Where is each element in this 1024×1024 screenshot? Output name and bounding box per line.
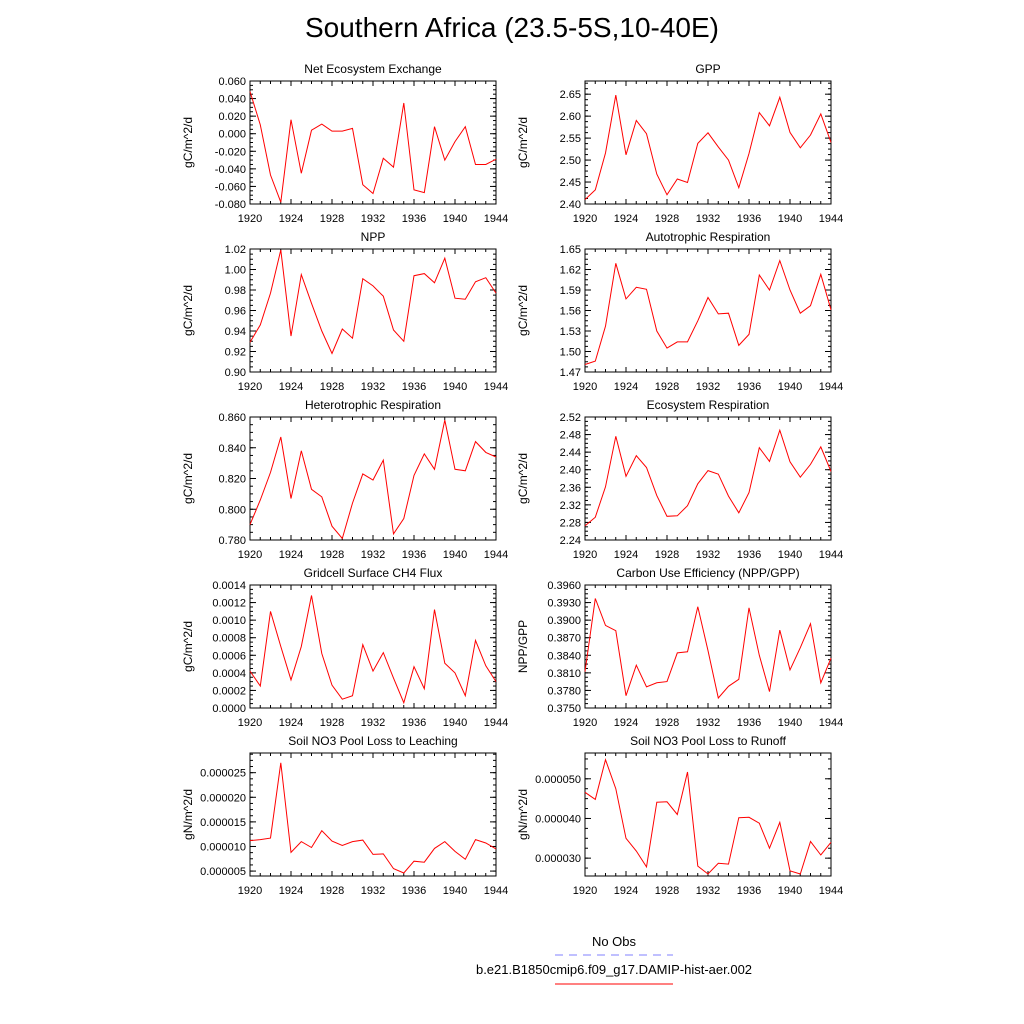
x-tick-label: 1936 <box>736 885 762 897</box>
x-tick-label: 1924 <box>613 549 639 561</box>
y-tick-label: 0.000025 <box>200 767 246 780</box>
y-tick-label: 0.780 <box>218 535 246 547</box>
x-tick-label: 1920 <box>572 549 598 561</box>
y-tick-label: 0.0014 <box>212 580 246 592</box>
y-tick-label: 0.000015 <box>200 816 246 829</box>
x-tick-label: 1944 <box>483 213 509 225</box>
y-tick-label: 2.24 <box>559 535 581 547</box>
y-tick-label: 0.94 <box>224 326 246 338</box>
x-tick-label: 1940 <box>442 381 468 393</box>
x-tick-label: 1932 <box>360 381 386 393</box>
x-tick-label: 1936 <box>401 885 427 897</box>
y-tick-label: 0.0000 <box>212 703 246 715</box>
y-tick-label: 0.000040 <box>535 813 581 826</box>
x-tick-label: 1940 <box>442 213 468 225</box>
x-tick-label: 1920 <box>572 885 598 897</box>
x-tick-label: 1920 <box>237 549 263 561</box>
x-tick-label: 1932 <box>695 885 721 897</box>
y-tick-label: 0.3810 <box>547 667 581 680</box>
x-tick-label: 1924 <box>278 213 304 225</box>
y-tick-label: 0.90 <box>224 367 246 379</box>
y-axis-label: NPP/GPP <box>516 619 530 674</box>
y-tick-label: -0.080 <box>214 199 246 211</box>
panel-title: Autotrophic Respiration <box>645 230 771 244</box>
x-tick-label: 1920 <box>237 885 263 897</box>
chart-panel <box>516 734 843 897</box>
x-tick-label: 1928 <box>654 885 680 897</box>
x-tick-label: 1940 <box>777 381 803 393</box>
x-tick-label: 1944 <box>818 717 844 729</box>
x-tick-label: 1932 <box>695 381 721 393</box>
x-tick-label: 1940 <box>777 213 803 225</box>
y-tick-label: 0.0012 <box>212 597 246 610</box>
x-tick-label: 1944 <box>818 381 844 393</box>
x-tick-label: 1936 <box>736 213 762 225</box>
x-tick-label: 1924 <box>278 717 304 729</box>
plot-frame <box>250 585 496 708</box>
x-tick-label: 1944 <box>483 381 509 393</box>
x-tick-label: 1944 <box>483 717 509 729</box>
y-axis-label: gN/m^2/d <box>516 789 530 840</box>
panel-title: Ecosystem Respiration <box>646 398 770 412</box>
x-tick-label: 1936 <box>736 717 762 729</box>
chart-panel <box>516 398 843 561</box>
y-tick-label: 0.040 <box>218 93 246 106</box>
y-tick-label: 0.3930 <box>547 597 581 610</box>
y-axis-label: gC/m^2/d <box>181 621 195 672</box>
y-tick-label: 2.50 <box>559 155 581 168</box>
y-tick-label: 1.65 <box>559 244 581 256</box>
x-tick-label: 1944 <box>483 549 509 561</box>
y-tick-label: 0.820 <box>218 473 246 486</box>
x-tick-label: 1936 <box>401 213 427 225</box>
x-tick-label: 1928 <box>319 885 345 897</box>
series-line <box>585 760 831 874</box>
y-tick-label: 2.44 <box>559 447 581 460</box>
y-tick-label: 0.0004 <box>212 667 246 680</box>
y-tick-label: 0.3870 <box>547 632 581 645</box>
x-tick-label: 1932 <box>360 717 386 729</box>
y-axis-label: gC/m^2/d <box>516 285 530 336</box>
plot-frame <box>585 81 831 204</box>
x-tick-label: 1928 <box>654 381 680 393</box>
y-tick-label: 0.3780 <box>547 685 581 698</box>
y-tick-label: 2.48 <box>559 429 581 442</box>
y-tick-label: 0.96 <box>224 305 246 318</box>
x-tick-label: 1944 <box>818 213 844 225</box>
y-axis-label: gC/m^2/d <box>181 453 195 504</box>
y-tick-label: 0.000050 <box>535 773 581 786</box>
x-tick-label: 1936 <box>401 381 427 393</box>
y-tick-label: 0.3750 <box>547 703 581 715</box>
x-tick-label: 1928 <box>654 717 680 729</box>
chart-panel <box>516 62 843 225</box>
y-tick-label: 0.3900 <box>547 615 581 628</box>
x-tick-label: 1924 <box>613 885 639 897</box>
y-tick-label: 0.000020 <box>200 792 246 805</box>
series-line <box>250 92 496 203</box>
y-tick-label: 0.000030 <box>535 853 581 866</box>
x-tick-label: 1940 <box>442 885 468 897</box>
y-tick-label: 0.000005 <box>200 866 246 879</box>
x-tick-label: 1936 <box>736 549 762 561</box>
x-tick-label: 1924 <box>278 885 304 897</box>
x-tick-label: 1932 <box>695 717 721 729</box>
y-tick-label: 0.3840 <box>547 650 581 663</box>
y-tick-label: 2.28 <box>559 517 581 530</box>
y-tick-label: 2.32 <box>559 499 581 512</box>
panel-title: Carbon Use Efficiency (NPP/GPP) <box>616 566 800 580</box>
x-tick-label: 1940 <box>442 717 468 729</box>
y-tick-label: 1.47 <box>559 367 581 379</box>
series-line <box>585 95 831 200</box>
y-tick-label: 0.98 <box>224 285 246 297</box>
x-tick-label: 1924 <box>613 381 639 393</box>
x-tick-label: 1920 <box>237 717 263 729</box>
x-tick-label: 1928 <box>654 213 680 225</box>
series-line <box>585 599 831 699</box>
x-tick-label: 1932 <box>360 549 386 561</box>
x-tick-label: 1920 <box>572 717 598 729</box>
y-tick-label: 0.0006 <box>212 650 246 663</box>
x-tick-label: 1928 <box>319 213 345 225</box>
y-tick-label: 0.000 <box>218 128 246 141</box>
chart-panel <box>181 398 508 561</box>
x-tick-label: 1940 <box>777 885 803 897</box>
y-tick-label: 1.62 <box>559 264 581 277</box>
panel-title: Soil NO3 Pool Loss to Runoff <box>630 734 786 748</box>
y-tick-label: 2.52 <box>559 412 581 424</box>
y-tick-label: 2.40 <box>559 199 581 211</box>
x-tick-label: 1928 <box>319 717 345 729</box>
chart-panel <box>181 230 508 393</box>
x-tick-label: 1928 <box>319 381 345 393</box>
series-line <box>250 250 496 354</box>
x-tick-label: 1920 <box>572 213 598 225</box>
y-tick-label: 0.800 <box>218 504 246 517</box>
series-line <box>585 261 831 365</box>
plot-frame <box>250 249 496 372</box>
chart-panel <box>181 62 508 225</box>
y-tick-label: 2.36 <box>559 482 581 495</box>
panel-title: Soil NO3 Pool Loss to Leaching <box>288 734 458 748</box>
y-tick-label: 0.860 <box>218 412 246 424</box>
y-tick-label: -0.040 <box>214 163 246 176</box>
y-tick-label: 2.65 <box>559 89 581 102</box>
x-tick-label: 1940 <box>777 549 803 561</box>
y-tick-label: 0.92 <box>224 346 246 359</box>
x-tick-label: 1928 <box>654 549 680 561</box>
plot-frame <box>585 417 831 540</box>
plot-frame <box>585 249 831 372</box>
panel-title: NPP <box>360 230 386 244</box>
x-tick-label: 1932 <box>695 549 721 561</box>
x-tick-label: 1924 <box>278 381 304 393</box>
plot-frame <box>585 585 831 708</box>
y-axis-label: gC/m^2/d <box>181 117 195 168</box>
series-line <box>250 763 496 873</box>
y-tick-label: 0.060 <box>218 76 246 88</box>
page-title: Southern Africa (23.5-5S,10-40E) <box>304 12 719 43</box>
plot-frame <box>585 753 831 876</box>
y-axis-label: gN/m^2/d <box>181 789 195 840</box>
series-line <box>250 596 496 703</box>
x-tick-label: 1944 <box>818 885 844 897</box>
chart-panel <box>181 566 508 729</box>
x-tick-label: 1936 <box>401 549 427 561</box>
x-tick-label: 1944 <box>483 885 509 897</box>
y-axis-label: gC/m^2/d <box>516 453 530 504</box>
y-tick-label: 0.0010 <box>212 615 246 628</box>
x-tick-label: 1924 <box>613 213 639 225</box>
y-tick-label: -0.060 <box>214 181 246 194</box>
y-tick-label: 0.020 <box>218 111 246 124</box>
y-tick-label: 0.0008 <box>212 632 246 645</box>
x-tick-label: 1924 <box>278 549 304 561</box>
chart-panel <box>516 566 843 729</box>
x-tick-label: 1940 <box>442 549 468 561</box>
x-tick-label: 1932 <box>695 213 721 225</box>
x-tick-label: 1920 <box>237 213 263 225</box>
y-tick-label: 1.53 <box>559 326 581 338</box>
y-tick-label: 0.840 <box>218 442 246 455</box>
panel-title: Gridcell Surface CH4 Flux <box>303 566 443 580</box>
y-tick-label: 2.40 <box>559 464 581 477</box>
y-tick-label: 1.50 <box>559 346 581 359</box>
x-tick-label: 1920 <box>572 381 598 393</box>
x-tick-label: 1936 <box>736 381 762 393</box>
legend-label-model: b.e21.B1850cmip6.f09_g17.DAMIP-hist-aer.002 <box>475 962 753 977</box>
y-tick-label: 1.56 <box>559 305 581 318</box>
series-line <box>250 420 496 538</box>
series-line <box>585 430 831 526</box>
x-tick-label: 1928 <box>319 549 345 561</box>
plot-frame <box>250 417 496 540</box>
y-tick-label: 0.3960 <box>547 580 581 592</box>
y-tick-label: 2.45 <box>559 177 581 190</box>
y-axis-label: gC/m^2/d <box>181 285 195 336</box>
y-tick-label: 1.59 <box>559 285 581 297</box>
y-tick-label: 1.00 <box>224 264 246 277</box>
x-tick-label: 1936 <box>401 717 427 729</box>
y-tick-label: 2.55 <box>559 133 581 146</box>
y-axis-label: gC/m^2/d <box>516 117 530 168</box>
y-tick-label: 2.60 <box>559 111 581 124</box>
y-tick-label: 1.02 <box>224 244 246 256</box>
x-tick-label: 1924 <box>613 717 639 729</box>
legend-label-obs: No Obs <box>591 934 637 949</box>
chart-panel <box>181 734 508 897</box>
panel-title: Heterotrophic Respiration <box>304 398 442 412</box>
x-tick-label: 1932 <box>360 885 386 897</box>
panel-title: GPP <box>695 62 721 76</box>
panel-title: Net Ecosystem Exchange <box>304 62 442 76</box>
x-tick-label: 1940 <box>777 717 803 729</box>
x-tick-label: 1920 <box>237 381 263 393</box>
x-tick-label: 1944 <box>818 549 844 561</box>
x-tick-label: 1932 <box>360 213 386 225</box>
y-tick-label: -0.020 <box>214 146 246 159</box>
plot-frame <box>250 81 496 204</box>
y-tick-label: 0.000010 <box>200 841 246 854</box>
y-tick-label: 0.0002 <box>212 685 246 698</box>
chart-panel <box>516 230 843 393</box>
